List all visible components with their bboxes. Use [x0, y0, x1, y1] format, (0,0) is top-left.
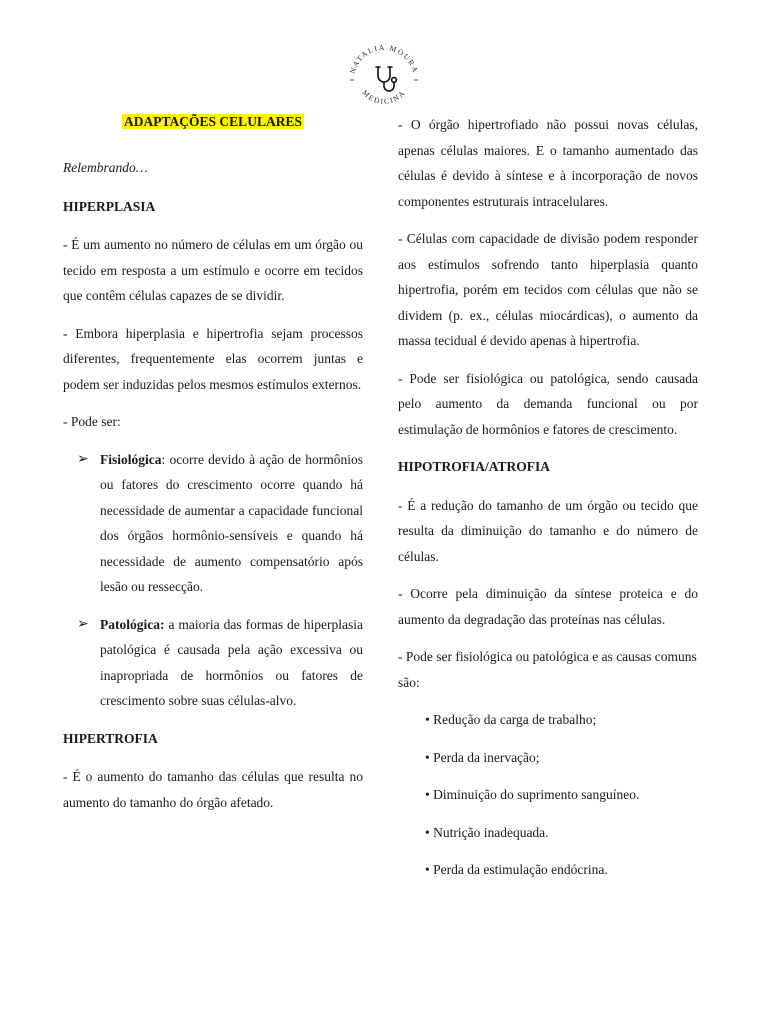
hipotrofia-paragraph-2: - Ocorre pela diminuição da síntese proteica e do aumento da degradação das proteínas nas células.	[398, 586, 698, 627]
logo-seal	[338, 40, 430, 112]
list-item: • Nutrição inadequada.	[425, 824, 549, 840]
hipertrofia-paragraph-4: - Pode ser fisiológica ou patológica, sendo causada pelo aumento da demanda funcional ou por estimulação de hormônios e fatores de crescimento.	[398, 370, 698, 437]
arrow-bullet-icon: ➢	[77, 451, 89, 467]
bullet-item-fisiologica	[63, 447, 363, 600]
bullet-label-patologica: Patológica:	[100, 616, 165, 632]
bullet-item-patologica	[63, 612, 363, 714]
intro-text: Relembrando…	[63, 160, 148, 175]
heading-hiperplasia: HIPERPLASIA	[63, 198, 156, 214]
list-item: • Perda da inervação;	[425, 749, 540, 765]
hipertrofia-paragraph-2: - O órgão hipertrofiado não possui novas células, apenas células maiores. E o tamanho aumentado das células é devido à síntese e à incorporação de novos componentes estruturais intracelulares.	[398, 117, 698, 209]
arrow-bullet-icon: ➢	[77, 616, 89, 632]
hiperplasia-paragraph-2: - Embora hiperplasia e hipertrofia sejam processos diferentes, frequentemente elas ocorrem juntas e podem ser induzidas pelos mesmos estímulos externos.	[63, 325, 363, 392]
heading-hipertrofia: HIPERTROFIA	[63, 730, 158, 746]
right-column	[398, 112, 698, 895]
stethoscope-icon	[376, 67, 396, 91]
hipertrofia-paragraph-3: - Células com capacidade de divisão podem responder aos estímulos sofrendo tanto hiperplasia quanto hipertrofia, porém em tecidos com células que não se dividem (p. ex., células miocárdicas), o aumento da massa tecidual é devido apenas à hipertrofia.	[398, 231, 698, 348]
list-item: • Diminuição do suprimento sanguíneo.	[425, 787, 640, 802]
heading-hipotrofia: HIPOTROFIA/ATROFIA	[398, 459, 551, 474]
hiperplasia-paragraph-3: - Pode ser:	[63, 414, 121, 429]
svg-text:NATALIA MOURA	[348, 43, 421, 75]
hipertrofia-paragraph-1: - É o aumento do tamanho das células que resulta no aumento do tamanho do órgão afetado.	[63, 769, 363, 810]
bullet-text-fisiologica: : ocorre devido à ação de hormônios ou fatores do crescimento ocorre quando há necessidade de aumentar a capacidade funcional dos órgãos hormônio-sensíveis e quando há necessidade de aumento compensatório após lesão ou ressecção.	[100, 451, 363, 594]
bullet-text-patologica: a maioria das formas de hiperplasia patológica é causada pela ação excessiva ou inapropriada de hormônios ou fatores de crescimento sobre suas células-alvo.	[100, 616, 363, 708]
logo-arc-text-bottom: MEDICINA	[360, 87, 408, 106]
left-column	[63, 112, 363, 827]
svg-text:MEDICINA	[361, 88, 408, 106]
page-title: ADAPTAÇÕES CELULARES	[124, 114, 302, 129]
list-item: • Redução da carga de trabalho;	[425, 712, 597, 727]
list-item: • Perda da estimulação endócrina.	[425, 862, 608, 877]
brand-logo	[338, 40, 430, 112]
hipotrofia-paragraph-1: - É a redução do tamanho de um órgão ou tecido que resulta da diminuição do tamanho e do número de células.	[398, 497, 698, 564]
bullet-label-fisiologica: Fisiológica	[100, 451, 162, 467]
hiperplasia-paragraph-1: - É um aumento no número de células em um órgão ou tecido em resposta a um estímulo e ocorre em tecidos que contêm células capazes de se dividir.	[63, 237, 363, 303]
hipotrofia-paragraph-3: - Pode ser fisiológica ou patológica e as causas comuns são:	[398, 649, 697, 690]
logo-arc-text-top: NATALIA MOURA	[347, 42, 421, 75]
title-block	[63, 114, 363, 130]
